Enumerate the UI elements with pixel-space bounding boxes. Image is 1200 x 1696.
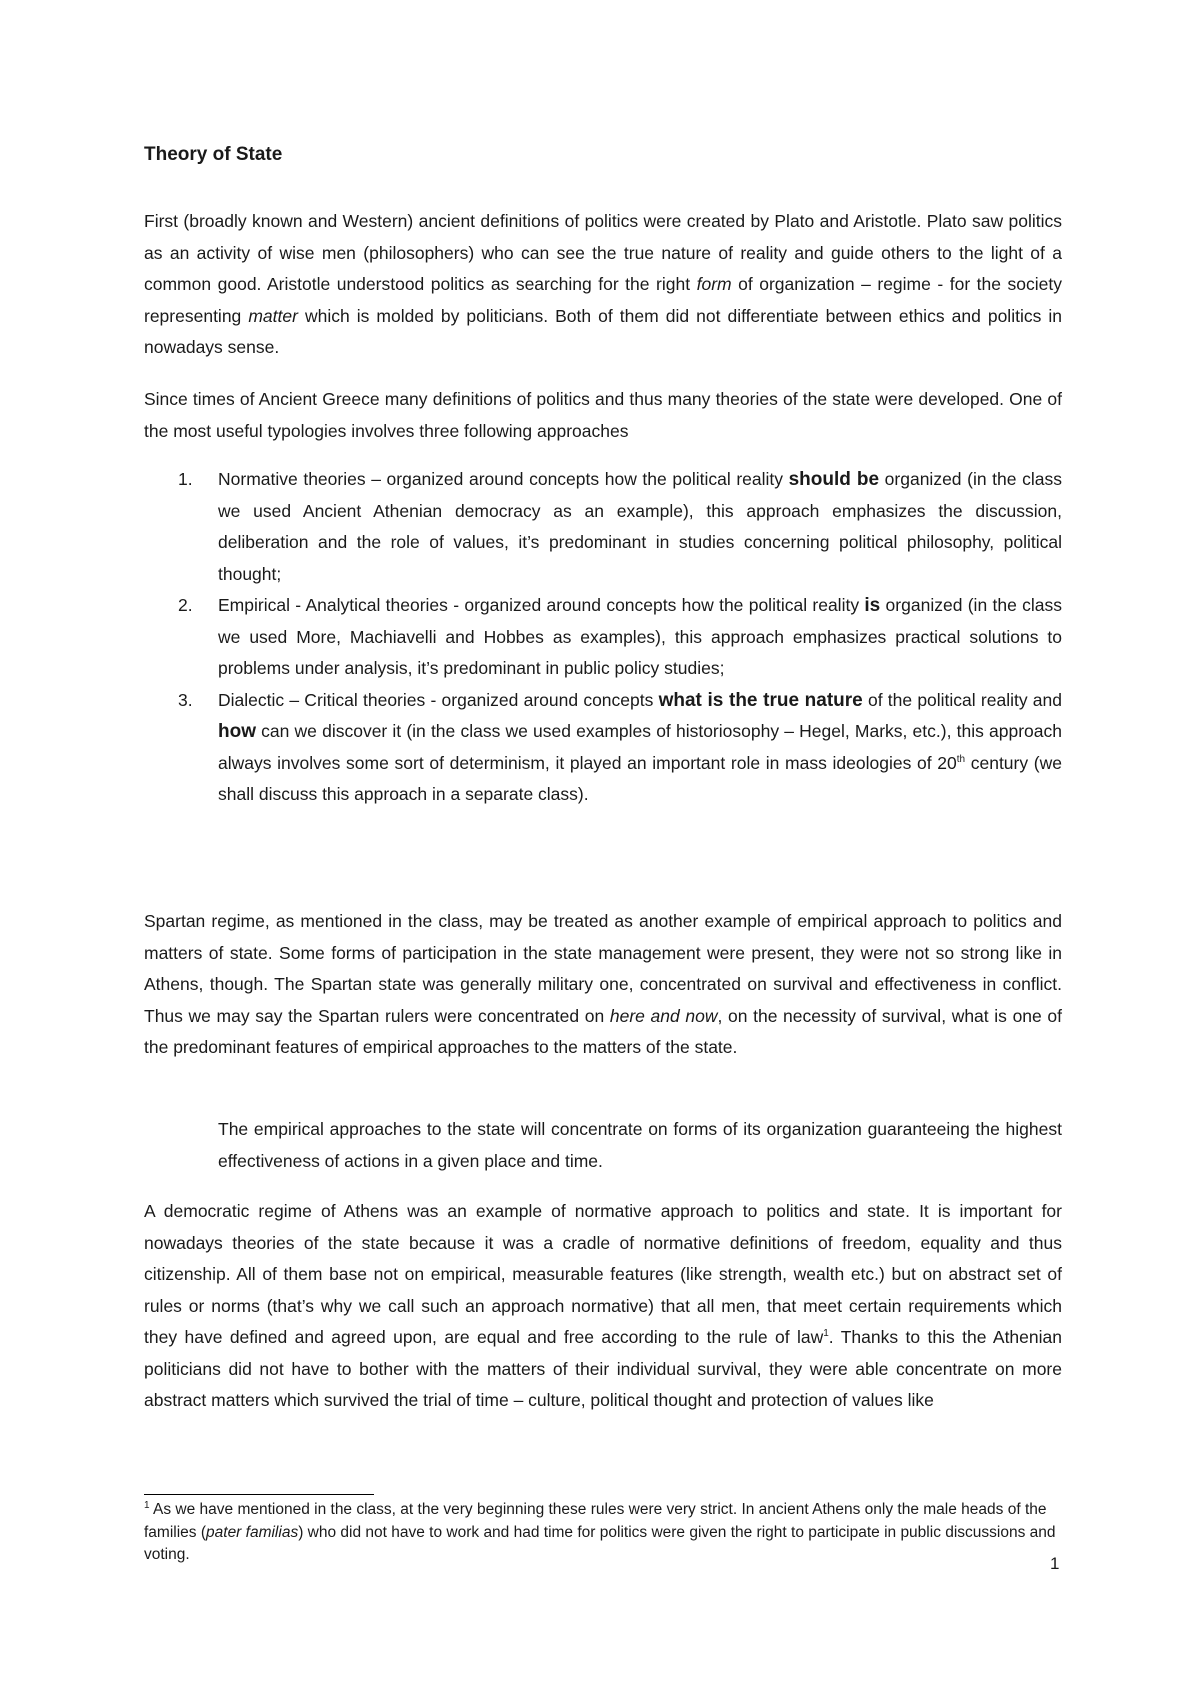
emphasis-pater-familias: pater familias [206, 1523, 299, 1541]
text-run: . Thanks to this the Athenian politicians did not have to bother with the matters of their individual survival, they were able concentrate on more abstract matters which survived the trial of time – culture, political thought and protection of values like [144, 1327, 1062, 1410]
strong-should-be: should be [788, 469, 880, 490]
text-run: As we have mentioned in the class, at the very beginning these rules were very strict. In ancient Athens only the male heads of the families ( [144, 1501, 1047, 1541]
text-run: , on the necessity of survival, what is one of the predominant features of empirical approaches to the matters of the state. [144, 1005, 1062, 1057]
text-run: A democratic regime of Athens was an example of normative approach to politics and state. It is important for nowadays theories of the state because it was a cradle of normative definitions of freedom, equality and thus citizenship. All of them base not on empirical, measurable features (like strength, wealth etc.) but on abstract set of rules or norms (that’s why we call such an approach normative) that all men, that meet certain requirements which they have defined and agreed upon, are equal and free according to the rule of law [144, 1201, 1062, 1347]
footnote-reference[interactable]: 1 [823, 1328, 829, 1340]
list-item-empirical [144, 590, 1062, 685]
text-run: Spartan regime, as mentioned in the class, may be treated as another example of empirical approach to politics and matters of state. Some forms of participation in the state management were present, they were not so strong like in Athens, though. The Spartan state was generally military one, concentrated on survival and effectiveness in conflict. Thus we may say the Spartan rulers were concentrated on [144, 911, 1062, 1026]
emphasis-here-and-now: here and now [609, 1005, 718, 1026]
text-run: organized (in the class we used Ancient Athenian democracy as an example), this approach emphasizes the discussion, deliberation and the role of values, it’s predominant in studies concerning political philosophy, political thought; [218, 469, 1062, 584]
emphasis-matter: matter [248, 305, 298, 326]
list-item-normative [144, 464, 1062, 590]
list-number: 3. [178, 689, 193, 710]
page-number: 1 [1050, 1554, 1060, 1573]
paragraph-athens [144, 1196, 1062, 1417]
text-run: organized (in the class we used More, Machiavelli and Hobbes as examples), this approach emphasizes practical solutions to problems under analysis, it’s predominant in public policy studies; [218, 595, 1062, 678]
text-run: Empirical - Analytical theories - organized around concepts how the political reality [218, 595, 865, 615]
paragraph-definitions [144, 206, 1062, 364]
text-run: ) who did not have to work and had time for politics were given the right to participate in public discussions and voting. [144, 1523, 1056, 1563]
text-run: can we discover it (in the class we used examples of historiosophy – Hegel, Marks, etc.), this approach always involves some sort of determinism, it played an important role in mass ideologies of 20 [218, 721, 1062, 773]
indented-quote: The empirical approaches to the state will concentrate on forms of its organization guaranteeing the highest effectiveness of actions in a given place and time. [218, 1119, 1062, 1171]
strong-true-nature: what is the true nature [658, 689, 863, 711]
emphasis-form: form [696, 274, 732, 294]
paragraph-typologies: Since times of Ancient Greece many definitions of politics and thus many theories of the state were developed. One of the most useful typologies involves three following approaches [144, 389, 1062, 441]
text-run: Normative theories – organized around concepts how the political reality [218, 469, 789, 489]
superscript-th: th [956, 753, 966, 765]
footnote-separator [144, 1494, 374, 1495]
strong-how: how [218, 721, 256, 742]
page-title: Theory of State [144, 144, 283, 165]
footnote-marker: 1 [144, 1499, 150, 1511]
text-run: of organization – regime - for the society representing [144, 274, 1063, 326]
footnote [144, 1499, 1062, 1567]
list-number: 1. [178, 469, 193, 489]
text-run: century (we shall discuss this approach in a separate class). [218, 752, 1062, 804]
approaches-list [144, 464, 1062, 811]
list-number: 2. [178, 595, 193, 615]
strong-is: is [864, 595, 881, 616]
list-item-dialectic [144, 685, 1062, 811]
text-run: of the political reality and [862, 689, 1062, 710]
paragraph-spartan [144, 906, 1062, 1064]
text-run: First (broadly known and Western) ancient definitions of politics were created by Plato and Aristotle. Plato saw politics as an activity of wise men (philosophers) who can see the true nature of reality and guide others to the light of a common good. Aristotle understood politics as searching for the right [144, 211, 1062, 294]
text-run: Dialectic – Critical theories - organized around concepts [218, 689, 659, 710]
text-run: which is molded by politicians. Both of them did not differentiate between ethics and politics in nowadays sense. [144, 305, 1062, 357]
